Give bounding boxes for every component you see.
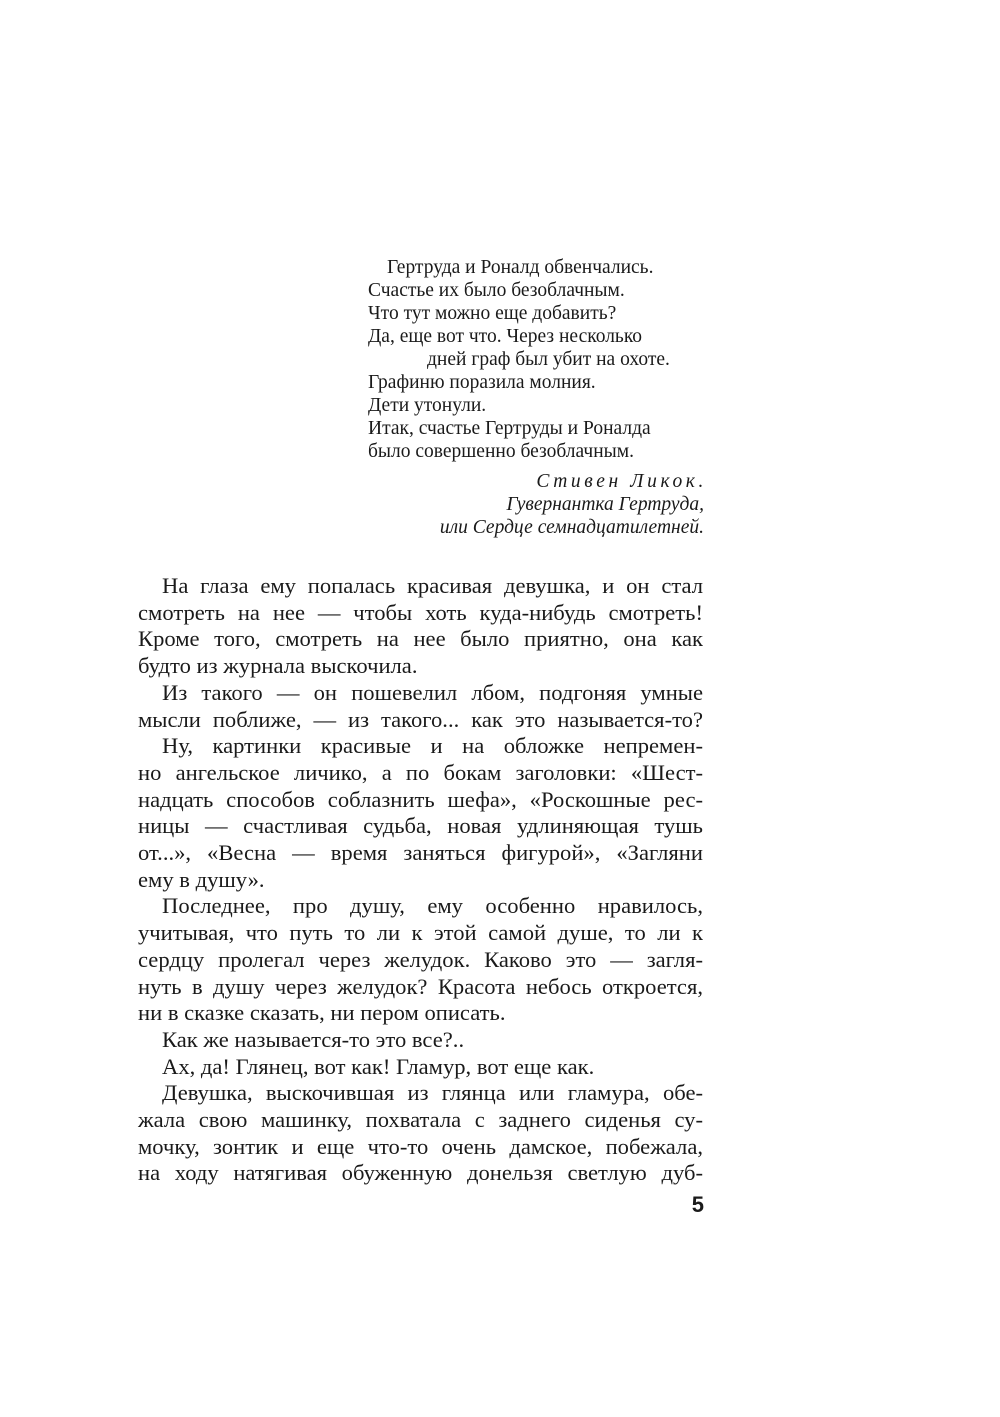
text-line: учитывая, что путь то ли к этой самой душе, то ли к	[138, 920, 703, 946]
epigraph-author: Стивен Ликок.	[536, 471, 707, 492]
text-line: ницы — счастливая судьба, новая удлиняющая тушь	[138, 813, 703, 839]
page-number: 5	[691, 1192, 704, 1217]
text-line: Девушка, выскочившая из глянца или гламура, обе-	[162, 1080, 703, 1106]
epigraph-line: Счастье их было безоблачным.	[368, 280, 625, 301]
epigraph-line: Гертруда и Роналд обвенчались.	[387, 257, 654, 278]
text-line: Кроме того, смотреть на нее было приятно, она как	[138, 626, 703, 652]
epigraph-source-title: Гувернантка Гертруда,	[506, 494, 704, 515]
main-text	[138, 573, 703, 1187]
text-line: но ангельское личико, а по бокам заголовки: «Шест-	[138, 759, 703, 785]
epigraph-line: Графиню поразила молния.	[368, 372, 596, 393]
text-line: мысли поближе, — из такого... как это называется-то?	[138, 706, 703, 732]
epigraph-line: дней граф был убит на охоте.	[427, 349, 670, 370]
epigraph-line: Да, еще вот что. Через несколько	[368, 326, 643, 347]
epigraph-line: Что тут можно еще добавить?	[368, 303, 617, 324]
text-line: На глаза ему попалась красивая девушка, и он стал	[162, 573, 703, 598]
text-line: сердцу пролегал через желудок. Каково это — загля-	[138, 946, 703, 972]
text-line: жала свою машинку, похватала с заднего сиденья су-	[138, 1107, 703, 1133]
text-line: на ходу натягивая обуженную донельзя светлую дуб-	[138, 1160, 703, 1186]
epigraph-line: Дети утонули.	[368, 395, 487, 416]
text-line: мочку, зонтик и еще что-то очень дамское, побежала,	[138, 1133, 703, 1159]
epigraph-source-subtitle: или Сердце семнадцатилетней.	[439, 517, 704, 538]
text-line: Ах, да! Глянец, вот как! Гламур, вот еще как.	[162, 1053, 595, 1079]
epigraph-line: Итак, счастье Гертруды и Роналда	[368, 418, 651, 439]
text-line: нуть в душу через желудок? Красота небось откроется,	[138, 973, 703, 999]
text-line: надцать способов соблазнить шефа», «Роскошные рес-	[138, 786, 703, 812]
epigraph	[368, 256, 707, 539]
text-line: Из такого — он пошевелил лбом, подгоняя умные	[162, 679, 703, 705]
text-line: ему в душу».	[138, 866, 265, 892]
text-line: будто из журнала выскочила.	[138, 653, 418, 679]
text-line: ни в сказке сказать, ни пером описать.	[138, 1000, 506, 1026]
text-line: Последнее, про душу, ему особенно нравилось,	[162, 893, 703, 919]
text-line: от...», «Весна — время заняться фигурой», «Загляни	[138, 840, 703, 866]
text-line: Как же называется-то это все?..	[162, 1026, 465, 1052]
epigraph-attribution	[368, 470, 707, 539]
text-line: Ну, картинки красивые и на обложке непремен-	[162, 733, 703, 759]
text-line: смотреть на нее — чтобы хоть куда-нибудь смотреть!	[138, 599, 703, 625]
epigraph-line: было совершенно безоблачным.	[368, 441, 634, 462]
